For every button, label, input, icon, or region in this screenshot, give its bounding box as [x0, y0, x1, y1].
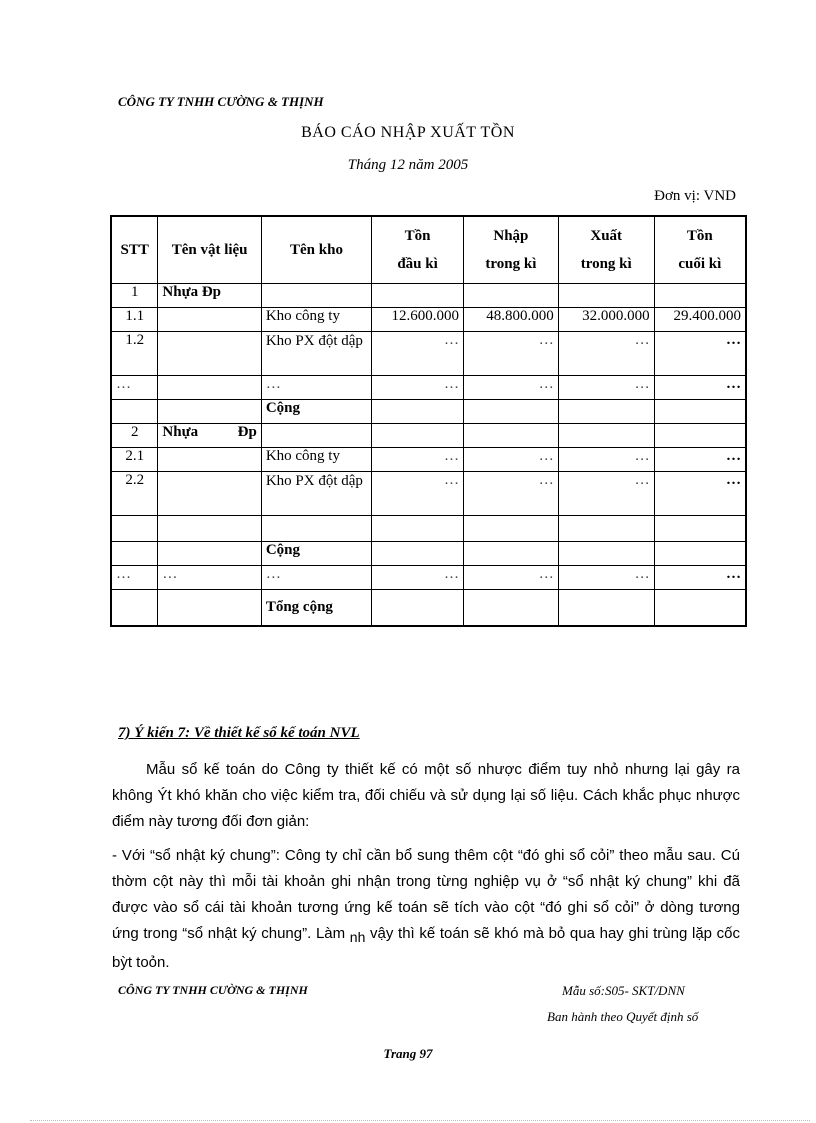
page-bottom-divider [30, 1120, 810, 1121]
currency-unit: Đơn vị: VND [654, 188, 736, 204]
form-number: Mẫu số:S05- SKT/DNN [562, 983, 685, 998]
table-total-row: Tổng cộng [111, 590, 746, 626]
table-row: 2.2 Kho PX đột dập … … … … [111, 472, 746, 516]
table-row: Cộng [111, 542, 746, 566]
report-period: Tháng 12 năm 2005 [347, 157, 469, 173]
issued-by-decision: Ban hành theo Quyết định số [547, 1009, 699, 1024]
page-number: Trang 97 [383, 1046, 433, 1061]
section-7-heading: 7) Ý kiến 7: Về thiết kế sổ kế toán NVL [118, 725, 360, 741]
table-row: … … … … … … [111, 376, 746, 400]
table-row: … … … … … … … [111, 566, 746, 590]
col-opening: Tồn đầu kì [372, 216, 464, 284]
section-7-paragraph-1: Mẫu sổ kế toán do Công ty thiết kế có một số nhược điểm tuy nhỏ nhưng lại gây ra không Ýt khó khăn cho việc kiểm tra, đối chiếu và sử dụng lại số liệu. Cách khắc phục nhược điểm này tương đối đơn giản: [112, 761, 740, 830]
report-title: BÁO CÁO NHẬP XUẤT TỒN [301, 124, 515, 141]
col-import: Nhập trong kì [463, 216, 558, 284]
col-closing: Tồn cuối kì [654, 216, 746, 284]
table-row [111, 516, 746, 542]
col-stt: STT [111, 216, 158, 284]
col-warehouse: Tên kho [261, 216, 371, 284]
col-material: Tên vật liệu [158, 216, 261, 284]
company-name: CÔNG TY TNHH CƯỜNG & THỊNH [118, 94, 324, 109]
table-row: 1.1 Kho công ty 12.600.000 48.800.000 32.000.000 29.400.000 [111, 308, 746, 332]
table-header-row [111, 216, 746, 284]
table-row: 1 Nhựa Đp [111, 284, 746, 308]
section-7-paragraph-2: - Với “sổ nhật ký chung”: Công ty chỉ cần bổ sung thêm cột “đó ghi sổ cỏi” theo mẫu sau. Cú thờm cột này thì mỗi tài khoản ghi nhận trong từng nghiệp vụ ở “sổ nhật ký chung” khi đã được vào sổ cái tài khoản tương ứng kế toán sẽ tích vào cột “đó ghi sổ cỏi” ở dòng tương ứng trong “sổ nhật ký chung”. Làm $_{nh}$ vậy thì kế toán sẽ khó mà bỏ qua hay ghi trùng lặp cốc bỳt toỏn. [112, 847, 741, 971]
inventory-report-table [110, 215, 747, 627]
col-export: Xuất trong kì [558, 216, 654, 284]
table-row: 2 Nhựa Đp [111, 424, 746, 448]
table-row: Cộng [111, 400, 746, 424]
table-row: 2.1 Kho công ty … … … … [111, 448, 746, 472]
table-row: 1.2 Kho PX đột dập … … … … [111, 332, 746, 376]
footer-company: CÔNG TY TNHH CƯỜNG & THỊNH [118, 983, 308, 997]
